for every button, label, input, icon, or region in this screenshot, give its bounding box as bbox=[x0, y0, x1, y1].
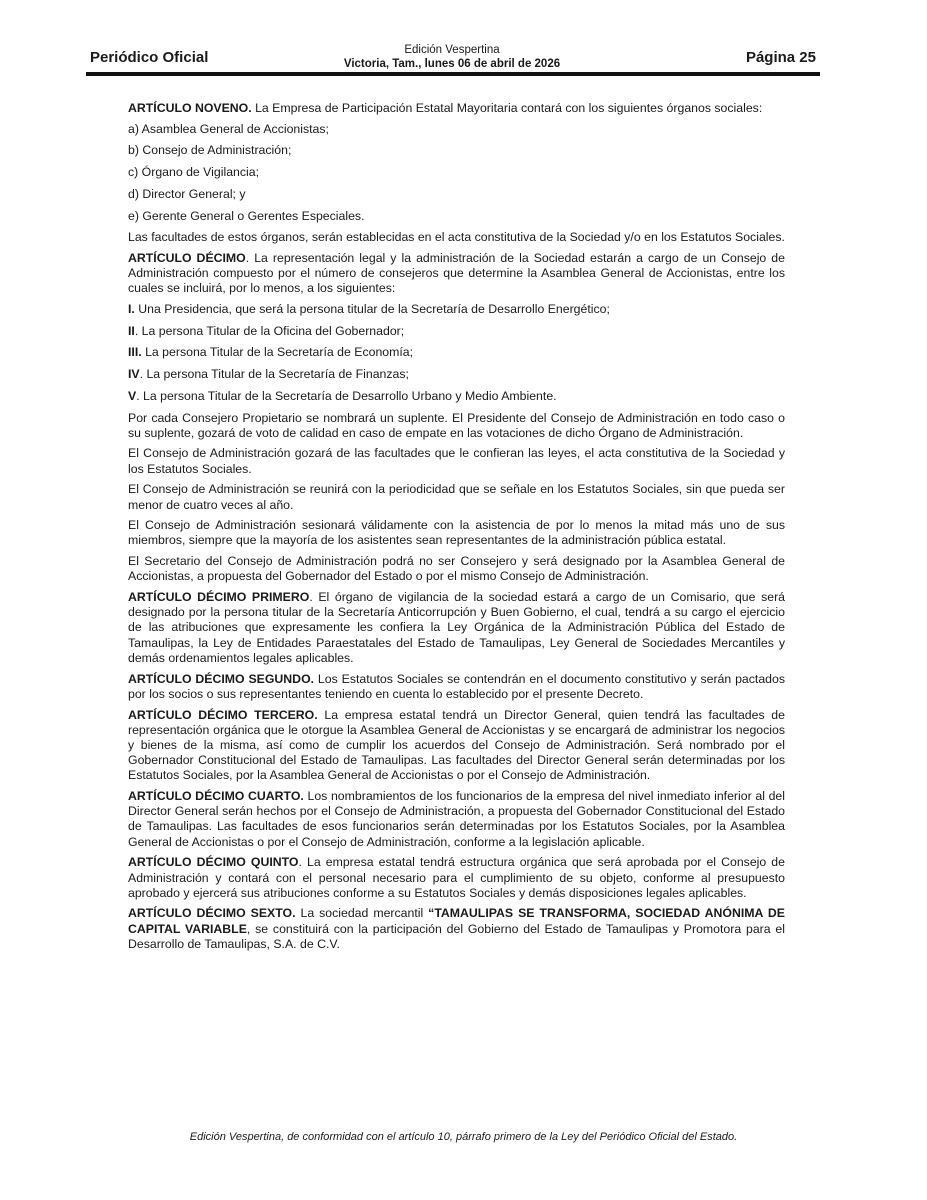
paragraph: El Consejo de Administración sesionará válidamente con la asistencia de por lo menos la mitad más uno de sus miembros, siempre que la mayoría de los asistentes sean representantes de la administración pública estatal. bbox=[128, 518, 785, 548]
article-decimo: ARTÍCULO DÉCIMO. La representación legal y la administración de la Sociedad estarán a cargo de un Consejo de Administración compuesto por el número de consejeros que determine la Asamblea General de Accionistas, entre los cuales se incluirá, por lo menos, a los siguientes: bbox=[128, 250, 785, 296]
edition-date: Victoria, Tam., lunes 06 de abril de 2026 bbox=[343, 58, 561, 70]
article-title: ARTÍCULO DÉCIMO SEXTO. bbox=[128, 906, 296, 921]
article-title: ARTÍCULO DÉCIMO TERCERO. bbox=[128, 707, 318, 722]
list-item: e) Gerente General o Gerentes Especiales. bbox=[128, 208, 365, 223]
member-item: II. La persona Titular de la Oficina del Gobernador; bbox=[128, 323, 405, 338]
article-decimo-segundo: ARTÍCULO DÉCIMO SEGUNDO. Los Estatutos Sociales se contendrán en el documento constitutivo y serán pactados por los socios o sus representantes teniendo en cuenta lo establecido por el presente Decreto. bbox=[128, 671, 785, 701]
article-decimo-quinto: ARTÍCULO DÉCIMO QUINTO. La empresa estatal tendrá estructura orgánica que será aprobada por el Consejo de Administración y contará con el personal necesario para el cumplimiento de su objeto, conforme al presupuesto aprobado y ejercerá sus atribuciones conforme a su Estatutos Sociales y demás disposiciones legales aplicables. bbox=[128, 855, 785, 900]
list-item: a) Asamblea General de Accionistas; bbox=[128, 121, 329, 136]
member-item: III. La persona Titular de la Secretaría de Economía; bbox=[128, 345, 414, 360]
article-decimo-tercero: ARTÍCULO DÉCIMO TERCERO. La empresa estatal tendrá un Director General, quien tendrá las facultades de representación orgánica que le otorgue la Asamblea General de Accionistas y se encargará de administrar los negocios y bienes de la misma, así como de cumplir los acuerdos del Consejo de Administración. Será nombrado por el Gobernador Constitucional del Estado de Tamaulipas. Las facultades del Director General serán determinadas por los Estatutos Sociales, por la Asamblea General de Accionistas o por el Consejo de Administración. bbox=[128, 707, 785, 783]
article-title: ARTÍCULO DÉCIMO bbox=[128, 250, 246, 265]
member-item: V. La persona Titular de la Secretaría de Desarrollo Urbano y Medio Ambiente. bbox=[128, 388, 557, 403]
company-name: “TAMAULIPAS SE TRANSFORMA, SOCIEDAD ANÓNIMA DE CAPITAL VARIABLE bbox=[128, 906, 785, 936]
article-decimo-cuarto: ARTÍCULO DÉCIMO CUARTO. Los nombramientos de los funcionarios de la empresa del nivel inmediato inferior al del Director General serán hechos por el Consejo de Administración, a propuesta del Gobernador Constitucional del Estado de Tamaulipas. Las facultades de esos funcionarios serán determinadas por los Estatutos Sociales, por la Asamblea General de Accionistas o por el Consejo de Administración, conforme a la legislación aplicable. bbox=[128, 789, 785, 849]
page-number: Página 25 bbox=[745, 49, 816, 66]
list-item: b) Consejo de Administración; bbox=[128, 143, 292, 158]
publication-title: Periódico Oficial bbox=[90, 49, 209, 66]
member-item: IV. La persona Titular de la Secretaría de Finanzas; bbox=[128, 367, 409, 382]
list-item: c) Órgano de Vigilancia; bbox=[128, 165, 260, 180]
edition-name: Edición Vespertina bbox=[404, 44, 500, 56]
article-title: ARTÍCULO DÉCIMO QUINTO bbox=[128, 855, 299, 870]
header-rule bbox=[86, 72, 820, 76]
page-header bbox=[86, 40, 818, 74]
paragraph: Por cada Consejero Propietario se nombrará un suplente. El Presidente del Consejo de Administración en todo caso o su suplente, gozará de voto de calidad en caso de empate en las votaciones de dicho Órgano de Administración. bbox=[128, 410, 785, 440]
paragraph: Las facultades de estos órganos, serán establecidas en el acta constitutiva de la Sociedad y/o en los Estatutos Sociales. bbox=[128, 230, 785, 245]
paragraph: El Secretario del Consejo de Administración podrá no ser Consejero y será designado por la Asamblea General de Accionistas, a propuesta del Gobernador del Estado o por el mismo Consejo de Administración. bbox=[128, 554, 785, 584]
page-footer: Edición Vespertina, de conformidad con el artículo 10, párrafo primero de la Ley del Periódico Oficial del Estado. bbox=[189, 1131, 738, 1143]
article-title: ARTÍCULO NOVENO. bbox=[128, 101, 252, 115]
edition-info bbox=[86, 43, 818, 71]
paragraph: El Consejo de Administración se reunirá con la periodicidad que se señale en los Estatutos Sociales, sin que pueda ser menor de cuatro veces al año. bbox=[128, 482, 785, 512]
article-noveno: ARTÍCULO NOVENO. La Empresa de Participación Estatal Mayoritaria contará con los siguientes órganos sociales: bbox=[128, 101, 763, 115]
document-body bbox=[128, 101, 785, 958]
paragraph: El Consejo de Administración gozará de las facultades que le confieran las leyes, el acta constitutiva de la Sociedad y los Estatutos Sociales. bbox=[128, 446, 785, 476]
article-decimo-sexto: ARTÍCULO DÉCIMO SEXTO. La sociedad mercantil “TAMAULIPAS SE TRANSFORMA, SOCIEDAD ANÓNIMA DE CAPITAL VARIABLE, se constituirá con la participación del Gobierno del Estado de Tamaulipas y Promotora para el Desarrollo de Tamaulipas, S.A. de C.V. bbox=[128, 906, 785, 951]
article-decimo-primero: ARTÍCULO DÉCIMO PRIMERO. El órgano de vigilancia de la sociedad estará a cargo de un Comisario, que será designado por la persona titular de la Secretaría Anticorrupción y Buen Gobierno, el cual, tendrá a su cargo el ejercicio de las atribuciones que expresamente les confiera la Ley Orgánica de la Administración Pública del Estado de Tamaulipas, la Ley de Entidades Paraestatales del Estado de Tamaulipas, Ley General de Sociedades Mercantiles y demás ordenamientos legales aplicables. bbox=[128, 590, 786, 665]
member-item: I. Una Presidencia, que será la persona titular de la Secretaría de Desarrollo Energético; bbox=[128, 302, 610, 317]
article-title: ARTÍCULO DÉCIMO PRIMERO bbox=[128, 590, 310, 605]
article-title: ARTÍCULO DÉCIMO CUARTO. bbox=[128, 789, 304, 804]
article-title: ARTÍCULO DÉCIMO SEGUNDO. bbox=[128, 671, 315, 686]
list-item: d) Director General; y bbox=[128, 186, 246, 201]
